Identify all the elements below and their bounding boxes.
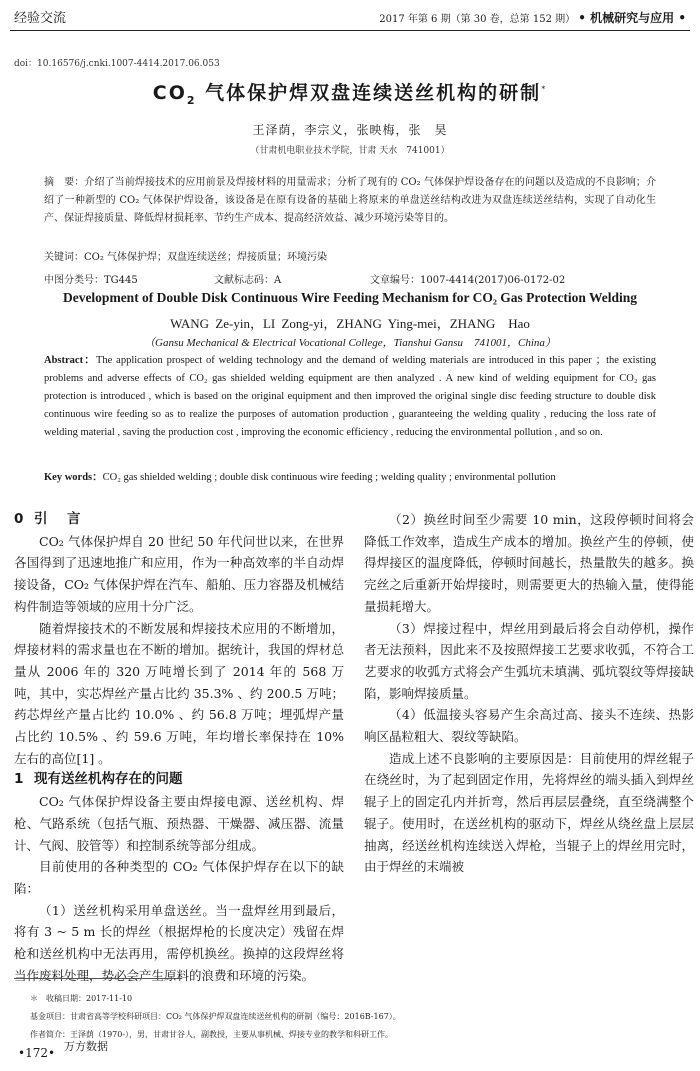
doi[interactable]: doi：10.16576/j.cnki.1007-4414.2017.06.053 (14, 59, 220, 69)
paragraph: CO₂ 气体保护焊自 20 世纪 50 年代问世以来，在世界各国得到了迅速地推广和应用，作为一种高效率的半自动焊接设备，CO₂ 气体保护焊在汽车、船舶、压力容器及机械结构件制造等领域的应用十分广泛。 (14, 533, 344, 614)
paper-title (0, 78, 700, 107)
keywords-text: CO₂ gas shielded welding ; double disk continuous wire feeding ; welding quality ; environmental pollution (102, 472, 556, 483)
issue-info: 2017 年第 6 期（第 30 卷，总第 152 期） (379, 14, 576, 25)
footnote-rule (14, 978, 182, 979)
keywords-chinese: 关键词：CO₂ 气体保护焊；双盘连续送丝；焊接质量；环境污染 (44, 252, 328, 263)
paragraph: 目前使用的各种类型的 CO₂ 气体保护焊存在以下的缺陷： (14, 859, 344, 896)
paragraph: （1）送丝机构采用单盘送丝。当一盘焊丝用到最后，将有 3 ~ 5 m 长的焊丝（根据焊枪的长度决定）残留在焊枪和送丝机构中无法再用，需停机换丝。换掉的这段焊丝将当作废料处理，势必会产生原料的浪费和环境的污染。 (14, 902, 344, 983)
abstract-text: The application prospect of welding technology and the demand of welding materials are introduced in this paper ；the existing problems and adverse effects of CO₂ gas shielded welding equipment are then analyzed . A new kind of welding equipment for CO₂ gas protection is introduced , which is based on the original equipment and then improved the original single disc feeding structure to double disk continuous wire feeding so as to realize the purposes of automation production , guaranteeing the welding quality , reducing the loss rate of welding material , saving the production cost , improving the economic efficiency , reducing the environmental pollution , and so on. (44, 355, 656, 438)
title-text: 气体保护焊双盘连续送丝机构的研制 (196, 82, 542, 104)
clc-number: 中图分类号：TG445 (44, 275, 138, 286)
section-number: 1 (14, 771, 24, 788)
footnote-fund: 基金项目：甘肃省高等学校科研项目：CO₂ 气体保护焊双盘连续送丝机构的研制（编号：2016B-167）。 (30, 1012, 401, 1021)
paragraph: （4）低温接头容易产生余高过高、接头不连续、热影响区晶粒粗大、裂纹等缺陷。 (364, 707, 694, 745)
title-co2-subscript: 2 (186, 93, 197, 107)
english-abstract (44, 352, 656, 442)
paragraph: 造成上述不良影响的主要原因是：目前使用的焊丝辊子在绕丝时，为了起到固定作用，先将焊丝的端头插入到焊丝辊子上的固定孔内并折弯，然后再层层叠绕，直至绕满整个辊子。使用时，在送丝机构的驱动下，焊丝从绕丝盘上层层抽离，经送丝机构连续送入焊枪，当辊子上的焊丝用完时，由于焊丝的末端被 (364, 750, 694, 875)
running-header-section: 经验交流 (14, 11, 67, 26)
section-heading-problems (14, 769, 344, 791)
header-rule (10, 30, 690, 31)
keywords-label: Key words： (44, 472, 103, 483)
authors: 王泽荫，李宗义，张映梅，张 昊 (252, 123, 448, 137)
page-number: •172• (18, 1046, 56, 1060)
journal-name: • 机械研究与应用 • (578, 11, 686, 25)
abstract-label: Abstract： (44, 355, 96, 366)
body-right-column (364, 509, 694, 878)
footnote-received: ＊ 收稿日期：2017-11-10 (30, 994, 133, 1003)
english-authors: WANG Ze-yin，LI Zong-yi，ZHANG Ying-mei，ZHANG Hao (170, 316, 530, 331)
section-title: 引 言 (34, 511, 84, 527)
abstract-chinese: 摘 要：介绍了当前焊接技术的应用前景及焊接材料的用量需求；分析了现有的 CO₂ 气体保护焊设备存在的问题以及造成的不良影响；介绍了一种新型的 CO₂ 气体保护焊设备，该设备是在原有设备的基础上将原来的单盘送丝结构改进为双盘连续送丝结构，实现了自动化生产、保证焊接质量、降低焊材损耗率、节约生产成本、提高经济效益、减少环境污染等目的。 (44, 177, 656, 224)
section-title: 现有送丝机构存在的问题 (34, 771, 183, 788)
title-co2: CO (152, 82, 187, 104)
body-left-column (14, 509, 344, 986)
paragraph: （3）焊接过程中，焊丝用到最后将会自动停机，操作者无法预料，因此来不及按照焊接工艺要求收弧，不符合工艺要求的收弧方式将会产生弧坑未填满、弧坑裂纹等焊接缺陷，影响焊接质量。 (364, 620, 694, 701)
footnotes (30, 990, 680, 1044)
english-keywords (44, 469, 670, 484)
paragraph: （2）换丝时间至少需要 10 min，这段停顿时间将会降低工作效率，造成生产成本的增加。换丝产生的停顿，使得焊接区的温度降低，停顿时间越长，热量散失的越多。换完丝之后重新开始焊接时，则需要更大的热输入量，使得能量损耗增大。 (364, 512, 694, 614)
english-title: Development of Double Disk Continuous Wire Feeding Mechanism for CO₂ Gas Protection Welding (62, 290, 638, 305)
running-header-journal (379, 9, 686, 26)
title-footnote-mark: * (541, 84, 548, 94)
section-number: 0 (14, 511, 24, 527)
affiliation: （甘肃机电职业技术学院，甘肃 天水 741001） (250, 146, 450, 156)
paragraph: CO₂ 气体保护焊设备主要由焊接电源、送丝机构、焊枪、气路系统（包括气瓶、预热器、干燥器、减压器、流量计、气阀、胶管等）和控制系统等部分组成。 (14, 794, 344, 853)
document-code: 文献标志码：A (214, 275, 282, 286)
wanfang-watermark: 万方数据 (64, 1040, 108, 1053)
footnote-author: 作者简介：王泽荫（1970-），男，甘肃甘谷人，副教授，主要从事机械、焊接专业的教学和科研工作。 (30, 1030, 394, 1039)
section-heading-intro (14, 509, 344, 531)
paragraph: 随着焊接技术的不断发展和焊接技术应用的不断增加，焊接材料的需求量也在不断的增加。据统计，我国的焊材总量从 2006 年的 320 万吨增长到了 2014 年的 568 万吨，其中，实芯焊丝产量占比约 35.3% 、约 200.5 万吨；药芯焊丝产量占比约 10.0% 、约 56.8 万吨；埋弧焊产量占比约 10.5% 、约 59.6 万吨，年均增长率保持在 10% 左右的高位[1] 。 (14, 620, 344, 766)
article-number: 文章编号：1007-4414(2017)06-0172-02 (370, 275, 566, 286)
english-affiliation: （Gansu Mechanical & Electrical Vocational College，Tianshui Gansu 741001，China） (144, 337, 556, 349)
